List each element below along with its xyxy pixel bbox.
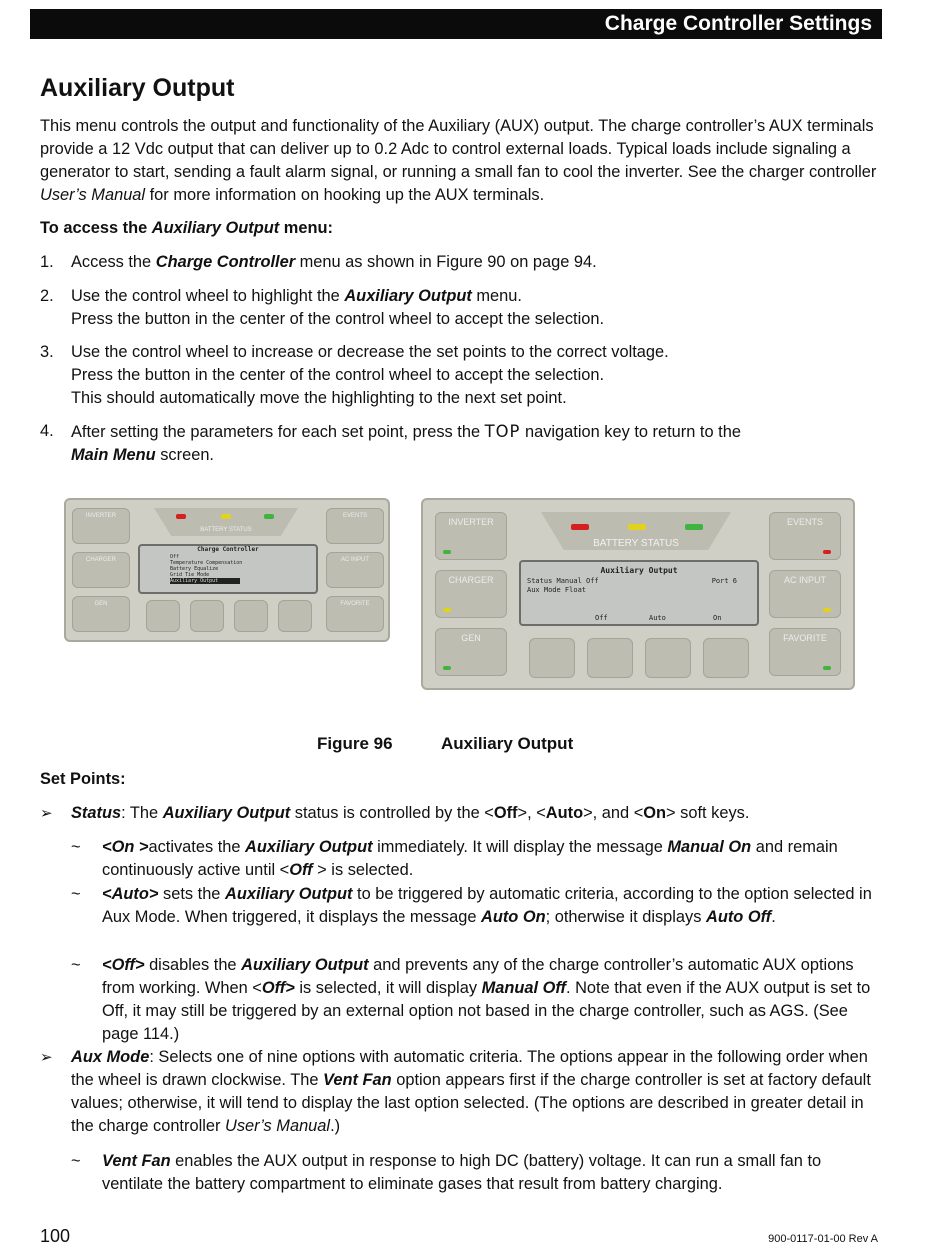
soft-key-1[interactable] (146, 600, 180, 632)
intro-text-end: for more information on hooking up the AUX terminals. (145, 186, 545, 204)
highlighted-menu-item: Auxiliary Output (170, 578, 240, 584)
softkey-label-auto: Auto (649, 614, 666, 622)
page-title: Auxiliary Output (40, 74, 235, 102)
softkey-label-off: Off (595, 614, 608, 622)
events-button[interactable]: EVENTS (326, 508, 384, 544)
figure-caption (317, 734, 573, 754)
control-panel-small (64, 498, 390, 642)
battery-status-label: BATTERY STATUS (200, 527, 252, 533)
status-line: Status Manual Off (527, 577, 599, 585)
tilde-bullet-icon: ~ (71, 885, 81, 903)
manual-reference: User’s Manual (40, 186, 146, 204)
soft-key-1[interactable] (529, 638, 575, 678)
charger-led (443, 608, 451, 612)
led-red (176, 514, 186, 519)
soft-key-auto[interactable] (645, 638, 691, 678)
section-header-bar (30, 9, 882, 39)
set-points-heading: Set Points: (40, 770, 126, 788)
document-number: 900-0117-01-00 Rev A (768, 1233, 878, 1245)
arrow-bullet-icon: ➢ (40, 1049, 53, 1066)
soft-key-4[interactable] (278, 600, 312, 632)
control-panel-large (421, 498, 855, 690)
favorite-button[interactable]: FAVORITE (769, 628, 841, 676)
events-button[interactable]: EVENTS (769, 512, 841, 560)
intro-text: This menu controls the output and functionality of the Auxiliary (AUX) output. The charge controller’s AUX terminals provide a 12 Vdc output that can deliver up to 0.2 Adc to control external loads. Typical loads include signaling a generator to start, sending a fault alarm signal, or running a small fan to cool the inverter. See the charger controller (40, 117, 877, 181)
aux-mode-line: Aux Mode Float (527, 586, 587, 594)
lcd-screen-small: Charge Controller Off Temperature Compensation Battery Equalize Grid Tie Mode Auxiliary Output (138, 544, 318, 594)
events-led (823, 550, 831, 554)
softkey-label-on: On (713, 614, 722, 622)
figure-title: Auxiliary Output (441, 734, 574, 753)
led-green (264, 514, 274, 519)
tilde-bullet-icon: ~ (71, 956, 81, 974)
page-number: 100 (40, 1226, 71, 1246)
ac-input-button[interactable]: AC INPUT (326, 552, 384, 588)
intro-paragraph (40, 115, 880, 207)
led-green (685, 524, 703, 530)
ac-input-button[interactable]: AC INPUT (769, 570, 841, 618)
section-title: Charge Controller Settings (604, 12, 872, 35)
led-red (571, 524, 589, 530)
favorite-led (823, 666, 831, 670)
tilde-bullet-icon: ~ (71, 1152, 81, 1170)
port-number: Port 6 (711, 577, 737, 585)
soft-key-off[interactable] (587, 638, 633, 678)
battery-status-label: BATTERY STATUS (593, 538, 679, 549)
figure-number: Figure 96 (317, 734, 393, 753)
charger-button[interactable]: CHARGER (72, 552, 130, 588)
led-yellow (628, 524, 646, 530)
inverter-button[interactable]: INVERTER (72, 508, 130, 544)
led-yellow (221, 514, 231, 519)
inverter-led (443, 550, 451, 554)
screen-title: Auxiliary Output (600, 566, 678, 575)
ac-input-led (823, 608, 831, 612)
lcd-screen-large (519, 560, 759, 626)
soft-key-on[interactable] (703, 638, 749, 678)
soft-key-2[interactable] (190, 600, 224, 632)
charger-button[interactable]: CHARGER (435, 570, 507, 618)
access-heading: To access the Auxiliary Output menu: (40, 219, 333, 237)
favorite-button[interactable]: FAVORITE (326, 596, 384, 632)
gen-button[interactable]: GEN (435, 628, 507, 676)
top-key-label: TOP (484, 422, 521, 441)
arrow-bullet-icon: ➢ (40, 805, 53, 822)
soft-key-3[interactable] (234, 600, 268, 632)
gen-button[interactable]: GEN (72, 596, 130, 632)
tilde-bullet-icon: ~ (71, 838, 81, 856)
inverter-button[interactable]: INVERTER (435, 512, 507, 560)
gen-led (443, 666, 451, 670)
screen-title: Charge Controller (197, 546, 259, 553)
